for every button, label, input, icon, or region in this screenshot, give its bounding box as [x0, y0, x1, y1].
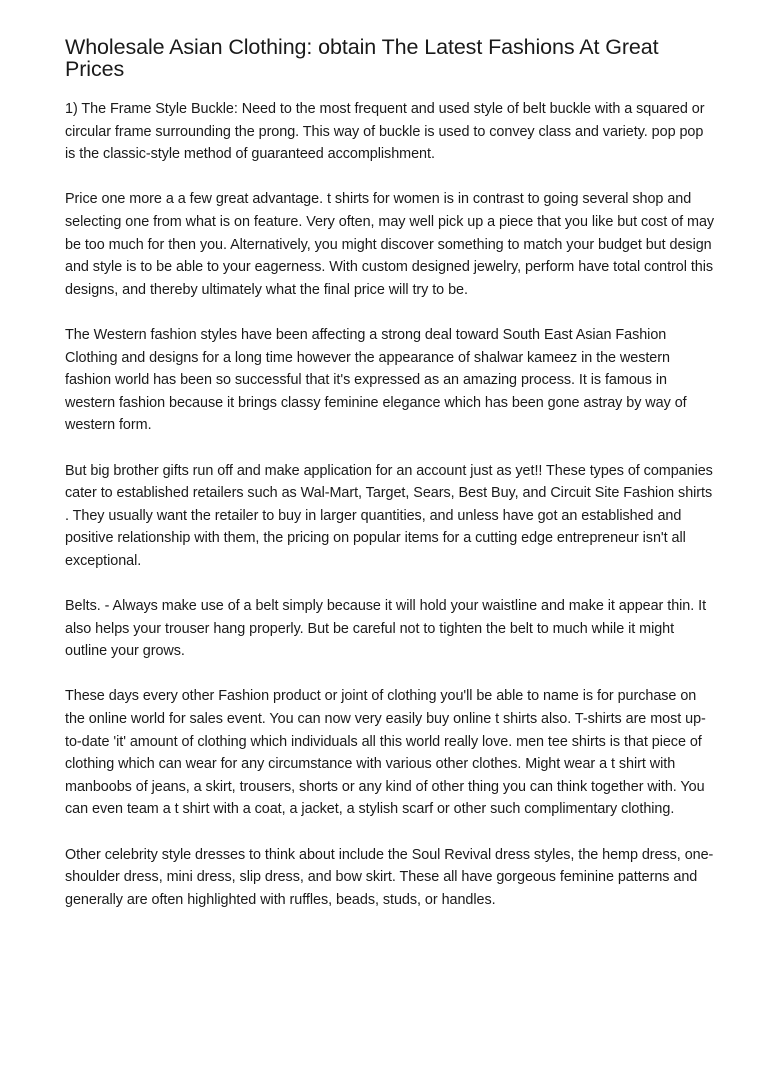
- paragraph-t-shirts: These days every other Fashion product or joint of clothing you'll be able to name is for purchase on the online world for sales event. You can now very easily buy online t shirts also. T-shirts are most up-to-date 'it' amount of clothing which individuals all this world really love. men tee shirts is that piece of clothing which can wear for any circumstance with various other clothes. Might wear a t shirt with manboobs of jeans, a skirt, trousers, shorts or any kind of other thing you can think together with. You can even team a t shirt with a coat, a jacket, a stylish scarf or other such complimentary clothing.: [65, 688, 706, 818]
- paragraph-price-advantage: Price one more a a few great advantage. t shirts for women is in contrast to going several shop and selecting one from what is on feature. Very often, may well pick up a piece that you like but cost of may be too much for then you. Alternatively, you might discover something to match your budget but design and style is to be able to your eagerness. With custom designed jewelry, perform have total control this designs, and thereby ultimately what the final price will try to be.: [65, 191, 715, 298]
- paragraph-belts: Belts. - Always make use of a belt simply because it will hold your waistline and make it appear thin. It also helps your trouser hang properly. But be careful not to tighten the belt to much while it might outline your grows.: [65, 598, 707, 660]
- paragraph-frame-style-buckle: 1) The Frame Style Buckle: Need to the most frequent and used style of belt buckle with a squared or circular frame surrounding the prong. This way of buckle is used to convey class and variety. pop pop is the classic-style method of guaranteed accomplishment.: [65, 101, 705, 163]
- document-page: [65, 36, 715, 934]
- document-title: Wholesale Asian Clothing: obtain The Latest Fashions At Great Prices: [65, 35, 659, 81]
- paragraph-retailers: But big brother gifts run off and make application for an account just as yet!! These types of companies cater to established retailers such as Wal-Mart, Target, Sears, Best Buy, and Circuit Site Fashion shirts . They usually want the retailer to buy in larger quantities, and unless have got an established and positive relationship with them, the pricing on popular items for a cutting edge entrepreneur isn't all exceptional.: [65, 462, 713, 569]
- paragraph-celebrity-dresses: Other celebrity style dresses to think about include the Soul Revival dress styles, the hemp dress, one-shoulder dress, mini dress, slip dress, and bow skirt. These all have gorgeous feminine patterns and generally are often highlighted with ruffles, beads, studs, or handles.: [65, 846, 714, 908]
- paragraph-western-fashion: The Western fashion styles have been affecting a strong deal toward South East Asian Fashion Clothing and designs for a long time however the appearance of shalwar kameez in the western fashion world has been so successful that it's expressed as an amazing process. It is famous in western fashion because it brings classy feminine elegance which has been gone astray by way of western form.: [65, 326, 687, 434]
